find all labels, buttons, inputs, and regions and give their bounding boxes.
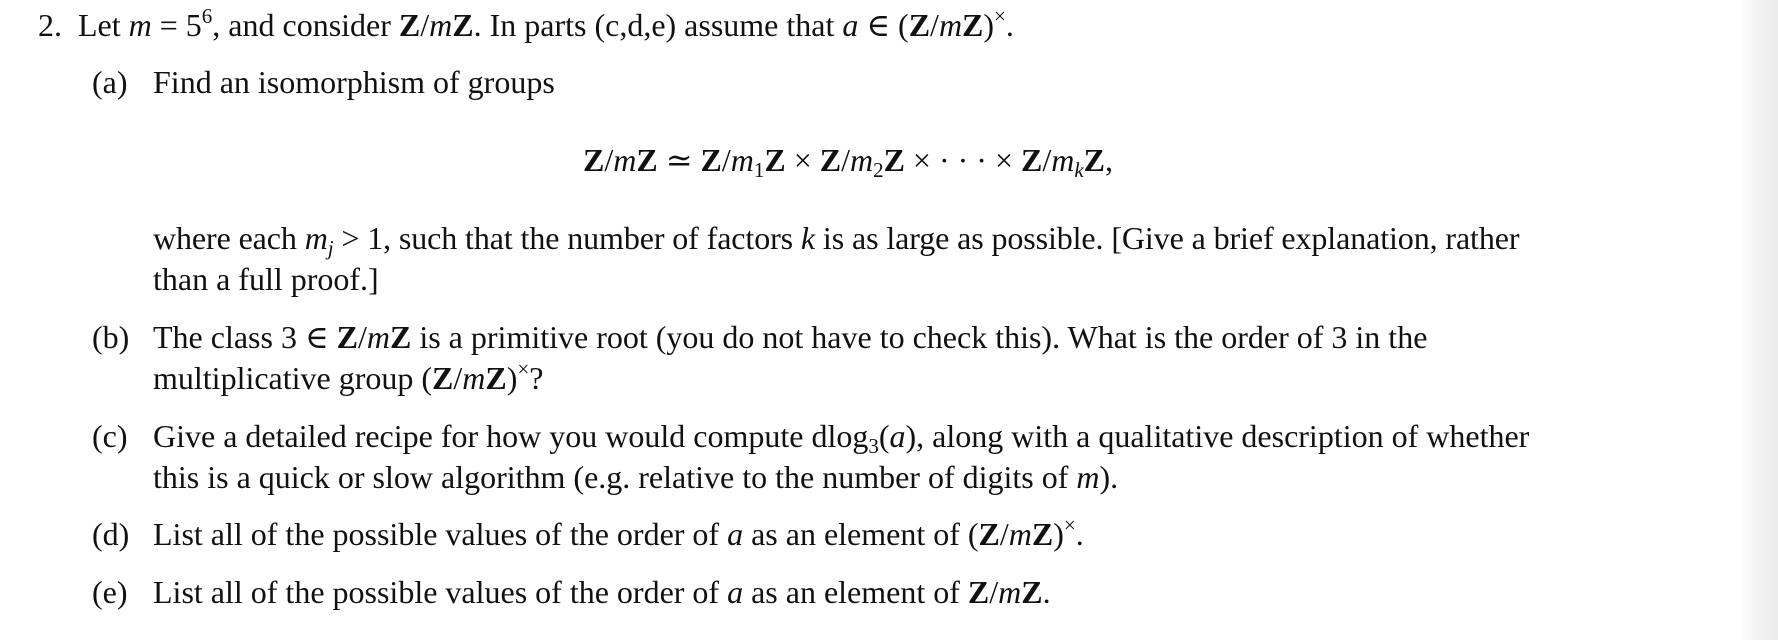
part-a-text: > 1, such that the number of factors bbox=[333, 220, 801, 256]
intro-text: . bbox=[1005, 7, 1014, 43]
part-a-line3: than a full proof.] bbox=[153, 261, 379, 297]
question-mark: ? bbox=[529, 360, 544, 396]
math-var-m: m bbox=[1008, 516, 1032, 552]
problem-intro bbox=[38, 5, 1014, 45]
part-e-label: (e) bbox=[92, 574, 128, 610]
part-d-text: List all of the possible values of the order of bbox=[153, 516, 728, 552]
math-Z: Z bbox=[636, 142, 658, 178]
math-Z: Z bbox=[485, 360, 507, 396]
part-c-line1 bbox=[153, 416, 1529, 456]
part-c-text: ). bbox=[1099, 459, 1119, 495]
math-units-superscript: × bbox=[517, 357, 530, 381]
part-d-text: . bbox=[1075, 516, 1084, 552]
part-d-label: (d) bbox=[92, 516, 130, 552]
problem-number: 2. bbox=[38, 7, 62, 43]
math-Z: Z bbox=[398, 7, 421, 43]
math-times-dots: × · · · × bbox=[904, 142, 1021, 178]
math-Z: Z bbox=[908, 7, 931, 43]
math-Z: Z bbox=[764, 142, 786, 178]
math-subscript: k bbox=[1074, 158, 1084, 182]
math-Z: Z bbox=[1031, 516, 1054, 552]
math-subscript: j bbox=[327, 236, 334, 260]
math-Z: Z bbox=[336, 319, 358, 355]
math-Z: Z bbox=[819, 142, 842, 178]
math-slash: / bbox=[420, 7, 430, 43]
math-var-a: a bbox=[842, 7, 859, 43]
intro-text: Let bbox=[78, 7, 129, 43]
math-times: × bbox=[785, 142, 820, 178]
math-var-m: m bbox=[998, 574, 1022, 610]
math-Z: Z bbox=[978, 516, 1000, 552]
math-slash: / bbox=[841, 142, 850, 178]
math-Z: Z bbox=[700, 142, 722, 178]
math-iso: ≃ bbox=[657, 142, 701, 178]
math-Z: Z bbox=[1021, 574, 1043, 610]
math-var-m: m bbox=[613, 142, 637, 178]
part-a-text: is as large as possible. [Give a brief explanation, rather bbox=[815, 220, 1520, 256]
math-var-m: m bbox=[1051, 142, 1075, 178]
math-slash: / bbox=[989, 574, 999, 610]
math-slash: / bbox=[357, 319, 367, 355]
part-a-text: where each bbox=[153, 220, 305, 256]
math-paren: ) bbox=[506, 360, 518, 396]
part-a-line2 bbox=[153, 218, 1519, 258]
math-var-m: m bbox=[128, 7, 152, 43]
part-c-text: ), along with a qualitative description of whether bbox=[905, 418, 1530, 454]
math-Z: Z bbox=[452, 7, 474, 43]
part-b-text: The class 3 ∈ bbox=[153, 319, 337, 355]
math-slash: / bbox=[721, 142, 731, 178]
math-Z: Z bbox=[1083, 142, 1105, 178]
intro-eq: = 5 bbox=[151, 7, 202, 43]
math-var-m: m bbox=[730, 142, 754, 178]
exponent: 6 bbox=[201, 4, 213, 28]
math-Z: Z bbox=[962, 7, 984, 43]
part-c-label: (c) bbox=[92, 418, 128, 454]
math-in: ∈ ( bbox=[858, 7, 909, 43]
math-slash: / bbox=[604, 142, 614, 178]
math-slash: / bbox=[453, 360, 463, 396]
part-b-line1 bbox=[153, 317, 1427, 357]
part-b-text: is a primitive root (you do not have to check this). What is the order of 3 in the bbox=[411, 319, 1428, 355]
part-d-text: as an element of ( bbox=[743, 516, 979, 552]
math-var-m: m bbox=[429, 7, 453, 43]
math-Z: Z bbox=[432, 360, 454, 396]
part-a-formula bbox=[583, 140, 1113, 180]
math-Z: Z bbox=[389, 319, 412, 355]
part-c-text: this is a quick or slow algorithm (e.g. relative to the number of digits of bbox=[153, 459, 1077, 495]
part-c-line2 bbox=[153, 457, 1118, 497]
part-e-line1 bbox=[153, 572, 1051, 612]
part-b-text: multiplicative group ( bbox=[153, 360, 433, 396]
math-subscript: 2 bbox=[873, 158, 884, 182]
math-var-m: m bbox=[1076, 459, 1100, 495]
math-var-a: a bbox=[727, 574, 744, 610]
math-paren: ) bbox=[983, 7, 995, 43]
math-Z: Z bbox=[583, 142, 605, 178]
page-edge-shadow bbox=[1740, 0, 1778, 640]
math-paren: ) bbox=[1053, 516, 1064, 552]
part-d-line1 bbox=[153, 514, 1084, 554]
part-e-text: . bbox=[1042, 574, 1051, 610]
part-e-text: as an element of bbox=[743, 574, 968, 610]
math-comma: , bbox=[1105, 142, 1113, 178]
math-subscript: 3 bbox=[868, 434, 879, 458]
math-Z: Z bbox=[883, 142, 905, 178]
math-var-a: a bbox=[889, 418, 906, 454]
math-var-m: m bbox=[849, 142, 874, 178]
part-b-line2 bbox=[153, 358, 543, 398]
math-var-m: m bbox=[304, 220, 328, 256]
intro-text: . In parts (c,d,e) assume that bbox=[473, 7, 843, 43]
math-paren: ( bbox=[878, 418, 890, 454]
math-var-m: m bbox=[462, 360, 486, 396]
math-slash: / bbox=[930, 7, 939, 43]
math-var-k: k bbox=[800, 220, 816, 256]
math-subscript: 1 bbox=[753, 158, 765, 182]
part-c-text: Give a detailed recipe for how you would compute dlog bbox=[153, 418, 869, 454]
part-b-label: (b) bbox=[92, 319, 130, 355]
part-e-text: List all of the possible values of the order of bbox=[153, 574, 728, 610]
part-a-line1: Find an isomorphism of groups bbox=[153, 64, 555, 100]
math-units-superscript: × bbox=[994, 4, 1006, 28]
math-slash: / bbox=[999, 516, 1009, 552]
math-Z: Z bbox=[967, 574, 990, 610]
intro-text: , and consider bbox=[212, 7, 399, 43]
math-var-m: m bbox=[366, 319, 390, 355]
math-Z: Z bbox=[1020, 142, 1043, 178]
math-units-superscript: × bbox=[1063, 513, 1076, 537]
math-var-a: a bbox=[727, 516, 744, 552]
math-slash: / bbox=[1042, 142, 1052, 178]
part-a-label: (a) bbox=[92, 64, 128, 100]
math-var-m: m bbox=[938, 7, 963, 43]
